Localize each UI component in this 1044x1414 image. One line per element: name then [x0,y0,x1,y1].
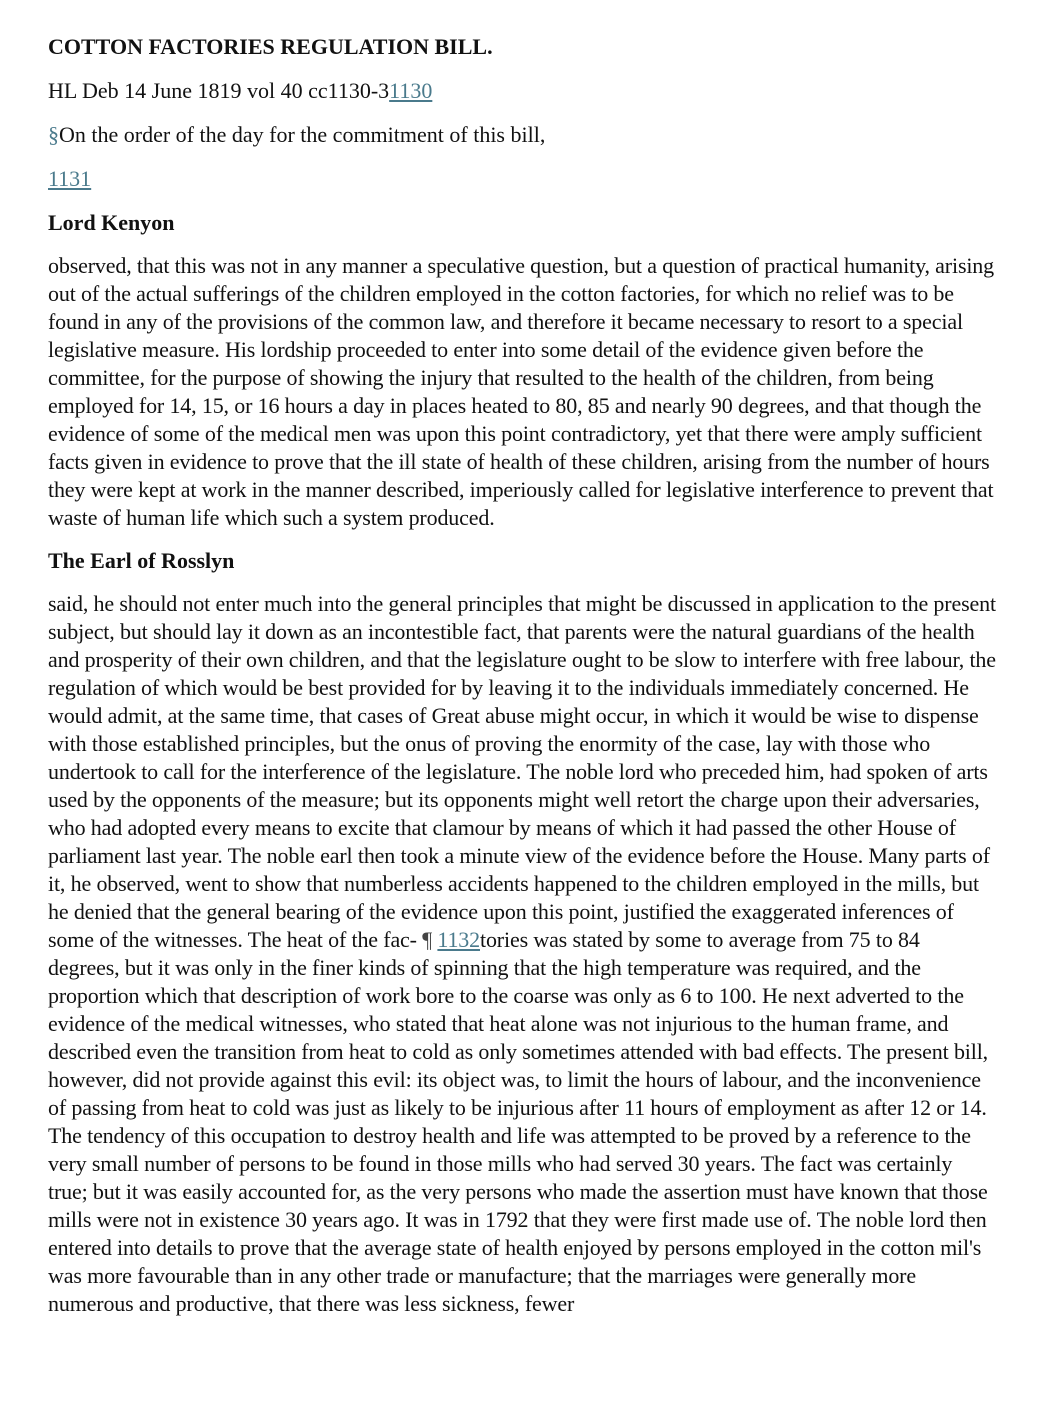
citation [48,76,996,106]
speech-text [48,590,996,1318]
intro-text: On the order of the day for the commitment of this bill, [59,122,546,147]
speech-text-part: tories was stated by some to average from 75 to 84 degrees, but it was only in the finer kinds of spinning that the high temperature was required, and the proportion which that description of work bore to the coarse was only as 6 to 100. He next adverted to the evidence of the medical witnesses, who stated that heat alone was not injurious to the human frame, and described even the transition from heat to cold as only sometimes attended with bad effects. The present bill, however, did not provide against this evil: its object was, to limit the hours of labour, and the inconvenience of passing from heat to cold was just as likely to be injurious after 11 hours of employment as after 12 or 14. The tendency of this occupation to destroy health and life was attempted to be proved by a reference to the very small number of persons to be found in those mills who had served 30 years. The fact was certainly true; but it was easily accounted for, as the very persons who made the assertion must have known that those mills were not in existence 30 years ago. It was in 1792 that they were first made use of. The noble lord then entered into details to prove that the average state of health enjoyed by persons employed in the cotton mil's was more favourable than in any other trade or manufacture; that the marriages were generally more numerous and productive, that there was less sickness, fewer [48,927,989,1316]
intro-paragraph [48,120,996,150]
column-link-1130[interactable]: 1130 [389,78,433,103]
page-title: COTTON FACTORIES REGULATION BILL. [48,34,493,59]
section-mark-link[interactable]: § [48,122,59,147]
speech-text-part: said, he should not enter much into the general principles that might be discussed in application to the present subject, but should lay it down as an incontestible fact, that parents were the natural guardians of the health and prosperity of their own children, and that the legislature ought to be slow to interfere with free labour, the regulation of which would be best provided for by leaving it to the individuals immediately concerned. He would admit, at the same time, that cases of Great abuse might occur, in which it would be wise to dispense with those established principles, but the onus of proving the enormity of the case, lay with those who undertook to call for the interference of the legislature. The noble lord who preceded him, had spoken of arts used by the opponents of the measure; but its opponents might well retort the charge upon their adversaries, who had adopted every means to excite that clamour by means of which it had passed the other House of parliament last year. The noble earl then took a minute view of the evidence before the House. Many parts of it, he observed, went to show that numberless accidents happened to the children employed in the mills, but he denied that the general bearing of the evidence upon this point, justified the exaggerated inferences of some of the witnesses. The heat of the fac- [48,591,996,952]
column-link-1131[interactable]: 1131 [48,166,92,191]
column-link-1132[interactable]: 1132 [437,927,480,952]
column-marker [48,164,996,194]
citation-text: HL Deb 14 June 1819 vol 40 cc1130-3 [48,78,390,103]
speech-text: observed, that this was not in any manner a speculative question, but a question of practical humanity, arising out of the actual sufferings of the children employed in the cotton factories, for which no relief was to be found in any of the provisions of the common law, and therefore it became necessary to resort to a special legislative measure. His lordship proceeded to enter into some detail of the evidence given before the committee, for the purpose of showing the injury that resulted to the health of the children, from being employed for 14, 15, or 16 hours a day in places heated to 80, 85 and nearly 90 degrees, and that though the evidence of some of the medical men was upon this point contradictory, yet that there were amply sufficient facts given in evidence to prove that the ill state of health of these children, arising from the number of hours they were kept at work in the manner described, imperiously called for legislative interference to prevent that waste of human life which such a system produced. [48,253,995,530]
speaker-name: The Earl of Rosslyn [48,548,235,573]
pilcrow-mark: ¶ [422,927,433,952]
speaker-name: Lord Kenyon [48,210,175,235]
